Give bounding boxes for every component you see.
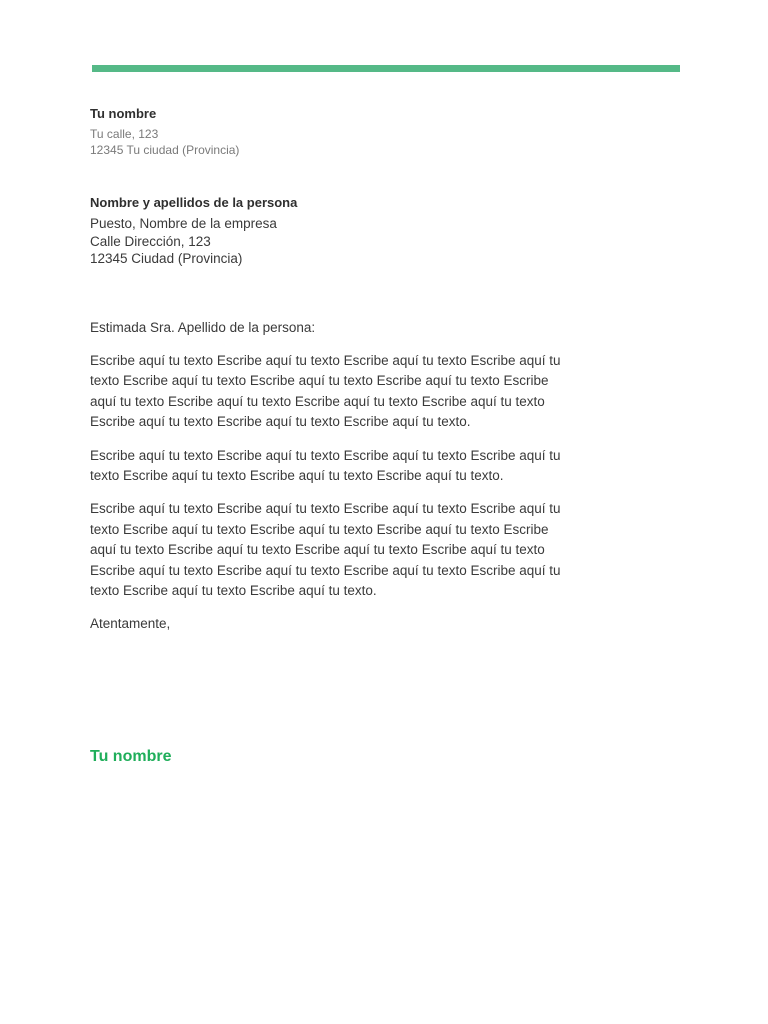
letter-closing: Atentamente, (90, 616, 171, 632)
recipient-city: 12345 Ciudad (Provincia) (90, 251, 243, 266)
letter-greeting: Estimada Sra. Apellido de la persona: (90, 320, 316, 335)
sender-street: Tu calle, 123 (90, 127, 159, 141)
letter-paragraph: Escribe aquí tu texto Escribe aquí tu texto Escribe aquí tu texto Escribe aquí tu texto Escribe aquí tu texto Escribe aquí tu texto Escribe aquí tu texto Escribe aquí tu texto Escribe aquí tu texto Escribe aquí tu texto Escribe aquí tu texto Escribe aquí tu texto Escribe aquí tu texto Escribe aquí tu texto. (90, 353, 561, 430)
sender-city: 12345 Tu ciudad (Provincia) (90, 143, 240, 157)
header-accent-bar (92, 65, 680, 72)
signature-name: Tu nombre (90, 748, 172, 765)
letter-paragraph: Escribe aquí tu texto Escribe aquí tu texto Escribe aquí tu texto Escribe aquí tu texto Escribe aquí tu texto Escribe aquí tu texto Escribe aquí tu texto Escribe aquí tu texto Escribe aquí tu texto Escribe aquí tu texto Escribe aquí tu texto Escribe aquí tu texto Escribe aquí tu texto Escribe aquí tu texto Escribe aquí tu texto Escribe aquí tu texto Escribe aquí tu texto. (90, 501, 561, 599)
sender-name: Tu nombre (90, 106, 157, 121)
sender-block (90, 105, 590, 158)
letter-body (90, 318, 565, 634)
recipient-block (90, 194, 590, 268)
letter-paragraph: Escribe aquí tu texto Escribe aquí tu texto Escribe aquí tu texto Escribe aquí tu texto Escribe aquí tu texto Escribe aquí tu texto Escribe aquí tu texto. (90, 447, 561, 484)
recipient-position: Puesto, Nombre de la empresa (90, 216, 277, 231)
recipient-name: Nombre y apellidos de la persona (90, 195, 298, 210)
recipient-street: Calle Dirección, 123 (90, 233, 211, 249)
